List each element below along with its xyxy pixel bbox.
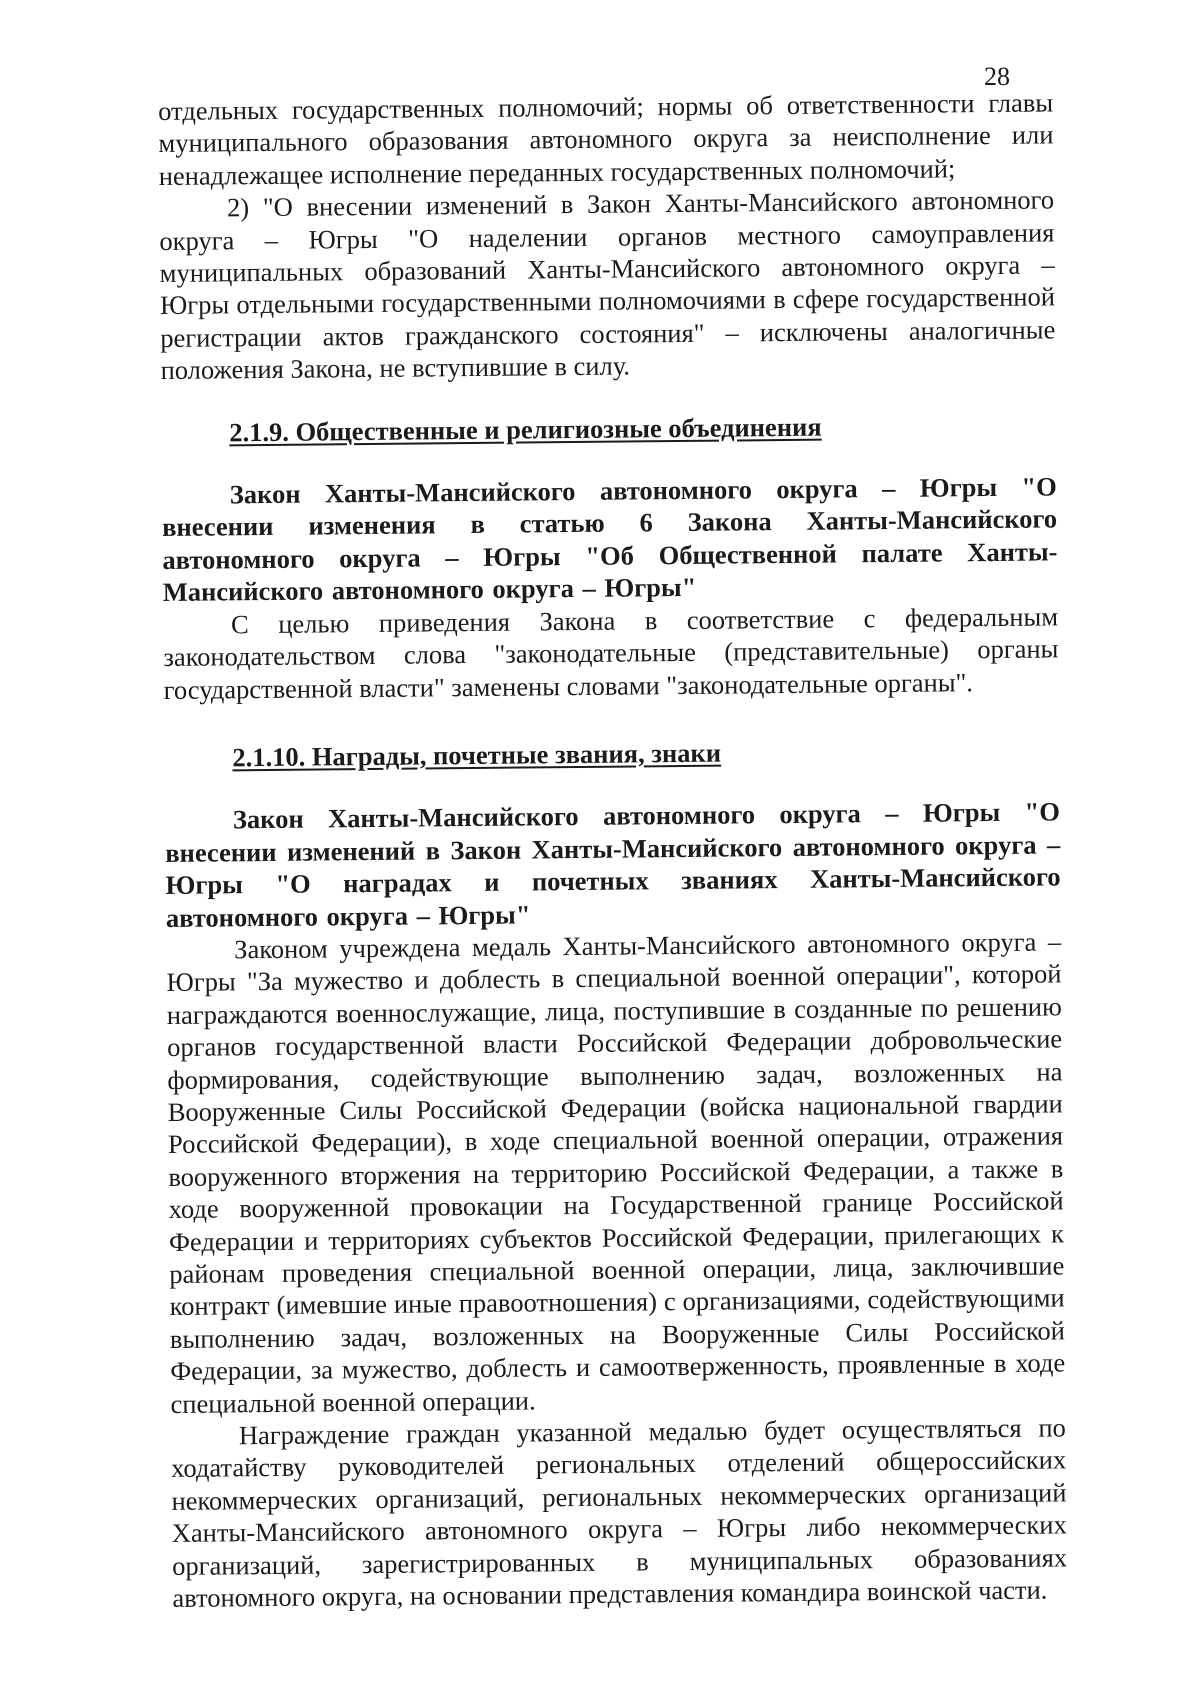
- section-heading-2-1-9: 2.1.9. Общественные и религиозные объединения: [229, 411, 822, 447]
- section-heading-2-1-10: 2.1.10. Награды, почетные звания, знаки: [232, 737, 722, 773]
- paragraph-item-2: 2) "О внесении изменений в Закон Ханты-Мансийского автономного округа – Югры "О наделении органов местного самоуправления муниципальных образований Ханты-Мансийского автономного округа – Югры отдельными государственными полномочиями в сфере государственной регистрации актов гражданского состояния" – исключены аналогичные положения Закона, не вступившие в силу.: [159, 184, 1056, 386]
- law-description-award-procedure: Награждение граждан указанной медалью будет осуществляться по ходатайству руководителей региональных отделений общероссийских некоммерческих организаций, региональных некоммерческих организаций Ханты-Мансийского автономного округа – Югры либо некоммерческих организаций, зарегистрированных в муниципальных образованиях автономного округа, на основании представления командира воинской части.: [171, 1412, 1068, 1613]
- law-description-public-chamber: С целью приведения Закона в соответствие с федеральным законодательством слова "законодательные (представительные) органы государственной власти" заменены словами "законодательные органы".: [163, 601, 1059, 705]
- document-body: [158, 86, 1068, 1614]
- law-title-awards: Закон Ханты-Мансийского автономного округа – Югры "О внесении изменений в Закон Ханты-Мансийского автономного округа – Югры "О наградах и почетных званиях Ханты-Мансийского автономного округа – Югры": [165, 796, 1061, 933]
- law-title-public-chamber: Закон Ханты-Мансийского автономного округа – Югры "О внесении изменения в статью 6 Закона Ханты-Мансийского автономного округа – Югры "Об Общественной палате Ханты-Мансийского автономного округа – Югры": [162, 471, 1058, 608]
- paragraph-continuation: отдельных государственных полномочий; нормы об ответственности главы муниципального образования автономного округа за неисполнение или ненадлежащее исполнение переданных государственных полномочий;: [158, 87, 1054, 191]
- page-number: 28: [984, 62, 1010, 91]
- law-description-medal: Законом учреждена медаль Ханты-Мансийского автономного округа – Югры "За мужество и доблесть в специальной военной операции", которой награждаются военнослужащие, лица, поступившие в созданные по решению органов государственной власти Российской Федерации добровольческие формирования, содействующие выполнению задач, возложенных на Вооруженные Силы Российской Федерации (войска национальной гвардии Российской Федерации), в ходе специальной военной операции, отражения вооруженного вторжения на территорию Российской Федерации, а также в ходе вооруженной провокации на Государственной границе Российской Федерации и территориях субъектов Российской Федерации, прилегающих к районам проведения специальной военной операции, лица, заключившие контракт (имевшие иные правоотношения) с организациями, содействующими выполнению задач, возложенных на Вооруженные Силы Российской Федерации, за мужество, доблесть и самоотверженность, проявленные в ходе специальной военной операции.: [166, 926, 1066, 1419]
